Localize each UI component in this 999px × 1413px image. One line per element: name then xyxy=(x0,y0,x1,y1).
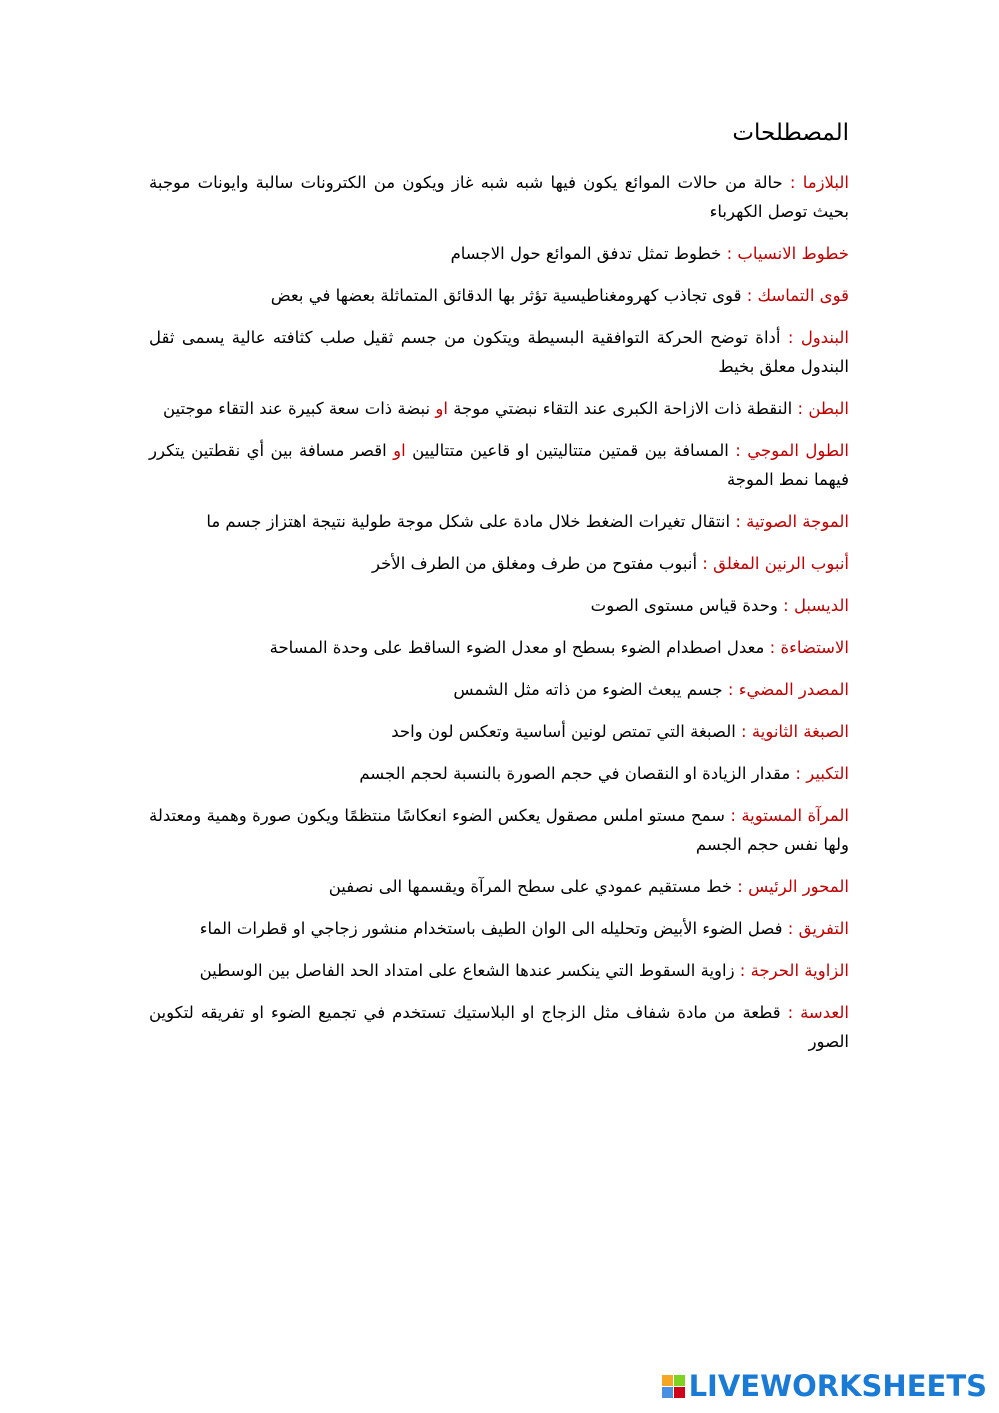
term-name: العدسة xyxy=(800,1003,849,1022)
term-separator: : xyxy=(780,328,801,347)
term-separator: : xyxy=(730,512,747,531)
term-definition: فصل الضوء الأبيض وتحليله الى الوان الطيف باستخدام منشور زجاجي او قطرات الماء xyxy=(199,919,783,938)
term-name: الزاوية الحرجة xyxy=(750,961,849,980)
term-separator: : xyxy=(777,596,794,615)
term-name: أنبوب الرنين المغلق xyxy=(713,554,849,573)
term-separator: : xyxy=(724,806,742,825)
term-definition: أنبوب مفتوح من طرف ومغلق من الطرف الأخر xyxy=(372,554,698,573)
brand-name: LIVEWORKSHEETS xyxy=(688,1369,987,1403)
term-definition: وحدة قياس مستوى الصوت xyxy=(590,596,778,615)
term-definition: معدل اصطدام الضوء بسطح او معدل الضوء الساقط على وحدة المساحة xyxy=(269,638,765,657)
term-item xyxy=(149,998,849,1056)
term-separator: : xyxy=(782,173,803,192)
term-definition: زاوية السقوط التي ينكسر عندها الشعاع على امتداد الحد الفاصل بين الوسطين xyxy=(199,961,735,980)
term-name: البلازما xyxy=(802,173,849,192)
term-name: الاستضاءة xyxy=(780,638,849,657)
term-name: التفريق xyxy=(798,919,849,938)
term-separator: : xyxy=(734,961,751,980)
logo-cell-icon xyxy=(674,1375,685,1386)
term-definition: قطعة من مادة شفاف مثل الزجاج او البلاستيك تستخدم في تجميع الضوء او تفريقه لتكوين الصور xyxy=(149,1003,849,1051)
term-item xyxy=(149,872,849,901)
terms-list xyxy=(149,168,849,1069)
term-name: الموجة الصوتية xyxy=(746,512,849,531)
term-definition-alt: نبضة ذات سعة كبيرة عند التقاء موجتين xyxy=(162,399,431,418)
term-name: الديسبل xyxy=(793,596,849,615)
term-item xyxy=(149,591,849,620)
term-item xyxy=(149,239,849,268)
term-item xyxy=(149,633,849,662)
term-definition: جسم يبعث الضوء من ذاته مثل الشمس xyxy=(453,680,723,699)
logo-cell-icon xyxy=(674,1387,685,1398)
term-separator: : xyxy=(728,441,748,460)
term-item xyxy=(149,507,849,536)
term-definition: قوى تجاذب كهرومغناطيسية تؤثر بها الدقائق المتماثلة بعضها في بعض xyxy=(270,286,742,305)
term-separator: : xyxy=(721,244,738,263)
term-name: قوى التماسك xyxy=(757,286,849,305)
term-name: البطن xyxy=(808,399,849,418)
term-definition: النقطة ذات الازاحة الكبرى عند التقاء نبضتي موجة xyxy=(453,399,793,418)
term-definition: حالة من حالات الموائع يكون فيها شبه شبه غاز ويكون من الكترونات سالبة وايونات موجبة بحيث توصل الكهرباء xyxy=(149,173,849,221)
term-item xyxy=(149,323,849,381)
term-definition: مقدار الزيادة او النقصان في حجم الصورة بالنسبة لحجم الجسم xyxy=(359,764,791,783)
or-word: او xyxy=(435,399,448,418)
or-word: او xyxy=(393,441,406,460)
term-item xyxy=(149,549,849,578)
term-separator: : xyxy=(780,1003,801,1022)
term-definition: أداة توضح الحركة التوافقية البسيطة ويتكون من جسم ثقيل صلب كثافته عالية يسمى ثقل البندول معلق بخيط xyxy=(149,328,849,376)
term-item xyxy=(149,801,849,859)
term-separator: : xyxy=(722,680,739,699)
page-title: المصطلحات xyxy=(732,120,849,146)
liveworksheets-logo[interactable] xyxy=(662,1369,987,1403)
term-definition: الصبغة التي تمتص لونين أساسية وتعكس لون واحد xyxy=(391,722,736,741)
term-item xyxy=(149,956,849,985)
term-item xyxy=(149,168,849,226)
logo-cell-icon xyxy=(662,1375,673,1386)
term-item xyxy=(149,281,849,310)
term-definition-alt: اقصر مسافة بين أي نقطتين يتكرر فيهما نمط الموجة xyxy=(149,441,849,489)
term-separator: : xyxy=(697,554,714,573)
term-separator: : xyxy=(782,919,799,938)
term-name: الطول الموجي xyxy=(747,441,850,460)
term-name: البندول xyxy=(800,328,849,347)
logo-grid-icon xyxy=(662,1375,685,1398)
term-item xyxy=(149,436,849,494)
term-separator: : xyxy=(732,877,749,896)
term-definition: المسافة بين قمتين متتاليتين او قاعين متتاليين xyxy=(412,441,729,460)
term-separator: : xyxy=(764,638,781,657)
term-name: الصبغة الثانوية xyxy=(751,722,849,741)
term-name: التكبير xyxy=(806,764,849,783)
term-item xyxy=(149,394,849,423)
term-separator: : xyxy=(735,722,752,741)
term-item xyxy=(149,914,849,943)
term-separator: : xyxy=(792,399,809,418)
term-name: خطوط الانسياب xyxy=(737,244,849,263)
term-item xyxy=(149,717,849,746)
term-item xyxy=(149,759,849,788)
term-name: المرآة المستوية xyxy=(741,806,849,825)
logo-cell-icon xyxy=(662,1387,673,1398)
term-definition: خطوط تمثل تدفق الموائع حول الاجسام xyxy=(450,244,722,263)
term-item xyxy=(149,675,849,704)
term-separator: : xyxy=(790,764,807,783)
term-definition: سمح مستو املس مصقول يعكس الضوء انعكاسًا منتظمًا ويكون صورة وهمية ومعتدلة ولها نفس حجم الجسم xyxy=(149,806,849,854)
term-separator: : xyxy=(741,286,758,305)
term-name: المصدر المضيء xyxy=(738,680,849,699)
term-name: المحور الرئيس xyxy=(748,877,849,896)
term-definition: خط مستقيم عمودي على سطح المرآة ويقسمها الى نصفين xyxy=(328,877,733,896)
term-definition: انتقال تغيرات الضغط خلال مادة على شكل موجة طولية نتيجة اهتزاز جسم ما xyxy=(206,512,731,531)
